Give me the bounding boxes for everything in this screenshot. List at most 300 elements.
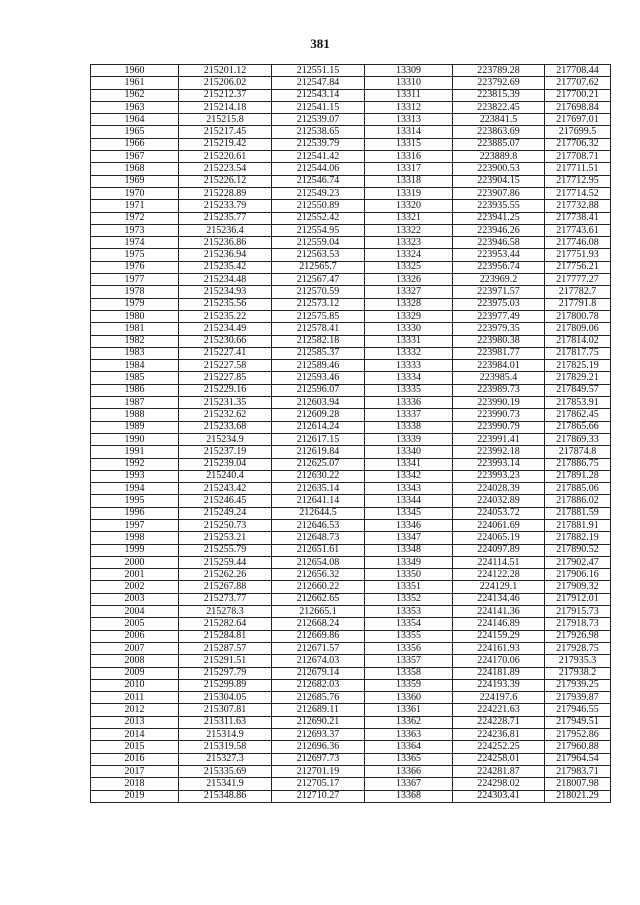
table-row xyxy=(91,200,611,212)
table-cell: 212630.22 xyxy=(272,470,365,482)
table-cell: 215212.37 xyxy=(179,89,272,101)
table-row xyxy=(91,544,611,556)
table-cell: 215237.19 xyxy=(179,446,272,458)
table-cell: 13367 xyxy=(365,778,453,790)
table-cell: 215335.69 xyxy=(179,765,272,777)
table-cell: 224134.46 xyxy=(453,593,545,605)
table-cell: 13344 xyxy=(365,495,453,507)
table-cell: 13357 xyxy=(365,655,453,667)
table-cell: 215267.88 xyxy=(179,581,272,593)
table-cell: 13355 xyxy=(365,630,453,642)
table-cell: 215235.22 xyxy=(179,310,272,322)
table-cell: 224061.69 xyxy=(453,519,545,531)
table-row xyxy=(91,642,611,654)
table-cell: 224221.63 xyxy=(453,704,545,716)
table-cell: 212550.89 xyxy=(272,200,365,212)
table-cell: 217732.88 xyxy=(545,200,611,212)
table-row xyxy=(91,606,611,618)
table-cell: 1999 xyxy=(91,544,179,556)
table-cell: 217902.47 xyxy=(545,556,611,568)
table-cell: 1985 xyxy=(91,372,179,384)
table-cell: 215217.45 xyxy=(179,126,272,138)
table-cell: 2014 xyxy=(91,729,179,741)
table-cell: 224141.36 xyxy=(453,606,545,618)
table-row xyxy=(91,298,611,310)
table-row xyxy=(91,778,611,790)
table-cell: 13318 xyxy=(365,175,453,187)
table-cell: 13323 xyxy=(365,237,453,249)
table-cell: 212578.41 xyxy=(272,323,365,335)
table-cell: 13333 xyxy=(365,360,453,372)
table-row xyxy=(91,274,611,286)
table-cell: 212547.84 xyxy=(272,77,365,89)
table-cell: 212565.7 xyxy=(272,261,365,273)
table-cell: 212679.14 xyxy=(272,667,365,679)
table-cell: 1965 xyxy=(91,126,179,138)
table-cell: 215314.9 xyxy=(179,729,272,741)
table-cell: 2012 xyxy=(91,704,179,716)
table-cell: 217912.01 xyxy=(545,593,611,605)
table-cell: 2011 xyxy=(91,692,179,704)
table-cell: 212567.47 xyxy=(272,274,365,286)
table-row xyxy=(91,101,611,113)
table-cell: 218007.98 xyxy=(545,778,611,790)
table-cell: 223822.45 xyxy=(453,101,545,113)
table-cell: 217906.16 xyxy=(545,569,611,581)
table-row xyxy=(91,470,611,482)
table-row xyxy=(91,741,611,753)
table-cell: 2015 xyxy=(91,741,179,753)
table-cell: 212662.65 xyxy=(272,593,365,605)
table-cell: 223841.5 xyxy=(453,114,545,126)
table-cell: 217825.19 xyxy=(545,360,611,372)
table-cell: 215287.57 xyxy=(179,642,272,654)
table-cell: 13361 xyxy=(365,704,453,716)
table-cell: 1994 xyxy=(91,483,179,495)
table-cell: 223989.73 xyxy=(453,384,545,396)
table-cell: 1973 xyxy=(91,224,179,236)
table-cell: 224053.72 xyxy=(453,507,545,519)
table-cell: 224146.89 xyxy=(453,618,545,630)
table-cell: 1978 xyxy=(91,286,179,298)
table-cell: 217964.54 xyxy=(545,753,611,765)
table-cell: 1986 xyxy=(91,384,179,396)
table-cell: 215220.61 xyxy=(179,151,272,163)
table-cell: 212546.74 xyxy=(272,175,365,187)
table-cell: 217817.75 xyxy=(545,347,611,359)
table-cell: 2008 xyxy=(91,655,179,667)
table-cell: 224281.87 xyxy=(453,765,545,777)
table-row xyxy=(91,556,611,568)
table-cell: 212635.14 xyxy=(272,483,365,495)
table-cell: 212539.07 xyxy=(272,114,365,126)
data-table-container xyxy=(90,64,610,803)
table-cell: 1997 xyxy=(91,519,179,531)
table-cell: 217862.45 xyxy=(545,409,611,421)
table-cell: 217708.71 xyxy=(545,151,611,163)
table-cell: 223953.44 xyxy=(453,249,545,261)
table-cell: 223935.55 xyxy=(453,200,545,212)
table-row xyxy=(91,335,611,347)
table-cell: 215278.3 xyxy=(179,606,272,618)
table-cell: 215214.18 xyxy=(179,101,272,113)
table-cell: 212539.79 xyxy=(272,138,365,150)
table-cell: 224122.28 xyxy=(453,569,545,581)
table-cell: 13338 xyxy=(365,421,453,433)
table-cell: 212696.36 xyxy=(272,741,365,753)
table-cell: 224258.01 xyxy=(453,753,545,765)
table-cell: 212563.53 xyxy=(272,249,365,261)
table-cell: 223993.14 xyxy=(453,458,545,470)
table-cell: 217952.86 xyxy=(545,729,611,741)
table-row xyxy=(91,347,611,359)
table-row xyxy=(91,384,611,396)
table-cell: 212554.95 xyxy=(272,224,365,236)
table-row xyxy=(91,421,611,433)
table-cell: 224097.89 xyxy=(453,544,545,556)
table-row xyxy=(91,433,611,445)
table-row xyxy=(91,692,611,704)
table-cell: 13328 xyxy=(365,298,453,310)
table-cell: 13317 xyxy=(365,163,453,175)
table-row xyxy=(91,77,611,89)
table-cell: 215243.42 xyxy=(179,483,272,495)
table-cell: 224252.25 xyxy=(453,741,545,753)
table-cell: 215250.73 xyxy=(179,519,272,531)
table-cell: 215299.89 xyxy=(179,679,272,691)
table-cell: 13339 xyxy=(365,433,453,445)
table-row xyxy=(91,679,611,691)
table-cell: 223900.53 xyxy=(453,163,545,175)
table-cell: 212690.21 xyxy=(272,716,365,728)
table-cell: 13332 xyxy=(365,347,453,359)
table-row xyxy=(91,593,611,605)
table-cell: 212697.73 xyxy=(272,753,365,765)
table-cell: 13347 xyxy=(365,532,453,544)
table-cell: 215227.41 xyxy=(179,347,272,359)
table-cell: 13359 xyxy=(365,679,453,691)
table-row xyxy=(91,323,611,335)
table-cell: 217891.28 xyxy=(545,470,611,482)
table-cell: 13316 xyxy=(365,151,453,163)
table-cell: 13325 xyxy=(365,261,453,273)
table-cell: 217926.98 xyxy=(545,630,611,642)
table-cell: 217918.73 xyxy=(545,618,611,630)
table-cell: 212582.18 xyxy=(272,335,365,347)
table-cell: 212541.15 xyxy=(272,101,365,113)
table-cell: 224065.19 xyxy=(453,532,545,544)
table-cell: 224028.39 xyxy=(453,483,545,495)
table-row xyxy=(91,581,611,593)
table-cell: 212543.14 xyxy=(272,89,365,101)
table-cell: 13362 xyxy=(365,716,453,728)
table-cell: 2010 xyxy=(91,679,179,691)
table-cell: 212552.42 xyxy=(272,212,365,224)
table-cell: 212609.28 xyxy=(272,409,365,421)
table-cell: 13326 xyxy=(365,274,453,286)
table-cell: 1988 xyxy=(91,409,179,421)
table-cell: 223789.28 xyxy=(453,65,545,77)
table-cell: 217777.27 xyxy=(545,274,611,286)
table-cell: 212619.84 xyxy=(272,446,365,458)
table-cell: 215273.77 xyxy=(179,593,272,605)
table-row xyxy=(91,753,611,765)
table-cell: 13337 xyxy=(365,409,453,421)
table-cell: 13331 xyxy=(365,335,453,347)
table-cell: 2003 xyxy=(91,593,179,605)
table-row xyxy=(91,618,611,630)
table-row xyxy=(91,126,611,138)
table-cell: 217800.78 xyxy=(545,310,611,322)
table-row xyxy=(91,495,611,507)
table-cell: 1968 xyxy=(91,163,179,175)
table-cell: 212674.03 xyxy=(272,655,365,667)
table-row xyxy=(91,569,611,581)
table-cell: 217697.01 xyxy=(545,114,611,126)
table-cell: 13311 xyxy=(365,89,453,101)
table-row xyxy=(91,532,611,544)
table-cell: 224161.93 xyxy=(453,642,545,654)
table-cell: 212596.07 xyxy=(272,384,365,396)
table-cell: 212593.46 xyxy=(272,372,365,384)
table-cell: 13345 xyxy=(365,507,453,519)
table-cell: 223946.26 xyxy=(453,224,545,236)
table-cell: 217853.91 xyxy=(545,397,611,409)
table-cell: 217909.32 xyxy=(545,581,611,593)
table-cell: 217983.71 xyxy=(545,765,611,777)
table-cell: 13312 xyxy=(365,101,453,113)
table-cell: 13322 xyxy=(365,224,453,236)
table-cell: 215206.02 xyxy=(179,77,272,89)
table-cell: 212641.14 xyxy=(272,495,365,507)
table-cell: 13321 xyxy=(365,212,453,224)
table-cell: 223885.07 xyxy=(453,138,545,150)
table-cell: 215235.56 xyxy=(179,298,272,310)
table-cell: 217939.87 xyxy=(545,692,611,704)
table-cell: 224303.41 xyxy=(453,790,545,802)
table-cell: 223904.15 xyxy=(453,175,545,187)
table-cell: 215234.49 xyxy=(179,323,272,335)
table-cell: 224170.06 xyxy=(453,655,545,667)
table-row xyxy=(91,409,611,421)
table-cell: 215219.42 xyxy=(179,138,272,150)
table-cell: 212648.73 xyxy=(272,532,365,544)
table-cell: 212646.53 xyxy=(272,519,365,531)
table-cell: 13335 xyxy=(365,384,453,396)
table-cell: 215234.48 xyxy=(179,274,272,286)
table-cell: 212603.94 xyxy=(272,397,365,409)
table-cell: 217874.8 xyxy=(545,446,611,458)
table-cell: 13368 xyxy=(365,790,453,802)
table-row xyxy=(91,114,611,126)
table-cell: 212589.46 xyxy=(272,360,365,372)
table-cell: 2013 xyxy=(91,716,179,728)
table-cell: 13320 xyxy=(365,200,453,212)
table-cell: 13324 xyxy=(365,249,453,261)
table-row xyxy=(91,360,611,372)
table-cell: 215231.35 xyxy=(179,397,272,409)
table-cell: 217885.06 xyxy=(545,483,611,495)
table-cell: 212575.85 xyxy=(272,310,365,322)
table-row xyxy=(91,65,611,77)
table-row xyxy=(91,212,611,224)
table-cell: 1960 xyxy=(91,65,179,77)
table-cell: 215297.79 xyxy=(179,667,272,679)
table-cell: 217886.02 xyxy=(545,495,611,507)
table-cell: 217809.06 xyxy=(545,323,611,335)
table-row xyxy=(91,187,611,199)
table-cell: 13351 xyxy=(365,581,453,593)
table-cell: 212665.1 xyxy=(272,606,365,618)
table-cell: 217915.73 xyxy=(545,606,611,618)
table-cell: 13336 xyxy=(365,397,453,409)
table-cell: 212668.24 xyxy=(272,618,365,630)
table-cell: 223990.79 xyxy=(453,421,545,433)
table-cell: 215262.26 xyxy=(179,569,272,581)
table-cell: 217782.7 xyxy=(545,286,611,298)
table-cell: 13356 xyxy=(365,642,453,654)
table-cell: 13327 xyxy=(365,286,453,298)
table-cell: 13329 xyxy=(365,310,453,322)
table-cell: 217865.66 xyxy=(545,421,611,433)
table-cell: 1981 xyxy=(91,323,179,335)
table-cell: 212544.06 xyxy=(272,163,365,175)
table-cell: 2009 xyxy=(91,667,179,679)
table-cell: 2005 xyxy=(91,618,179,630)
table-row xyxy=(91,397,611,409)
table-cell: 2001 xyxy=(91,569,179,581)
table-cell: 217881.59 xyxy=(545,507,611,519)
table-cell: 223977.49 xyxy=(453,310,545,322)
table-row xyxy=(91,224,611,236)
table-cell: 1979 xyxy=(91,298,179,310)
table-cell: 215226.12 xyxy=(179,175,272,187)
table-cell: 1976 xyxy=(91,261,179,273)
table-cell: 217743.61 xyxy=(545,224,611,236)
table-cell: 217699.5 xyxy=(545,126,611,138)
table-cell: 1964 xyxy=(91,114,179,126)
table-cell: 212644.5 xyxy=(272,507,365,519)
table-cell: 212551.15 xyxy=(272,65,365,77)
table-cell: 2007 xyxy=(91,642,179,654)
table-cell: 1993 xyxy=(91,470,179,482)
table-cell: 223985.4 xyxy=(453,372,545,384)
table-cell: 215236.94 xyxy=(179,249,272,261)
table-cell: 215233.68 xyxy=(179,421,272,433)
table-cell: 13354 xyxy=(365,618,453,630)
table-cell: 217928.75 xyxy=(545,642,611,654)
table-row xyxy=(91,237,611,249)
data-table xyxy=(90,64,611,803)
table-cell: 217751.93 xyxy=(545,249,611,261)
table-row xyxy=(91,310,611,322)
table-row xyxy=(91,261,611,273)
table-cell: 215227.85 xyxy=(179,372,272,384)
table-cell: 212660.22 xyxy=(272,581,365,593)
table-cell: 223956.74 xyxy=(453,261,545,273)
table-cell: 13364 xyxy=(365,741,453,753)
table-cell: 215228.89 xyxy=(179,187,272,199)
table-cell: 224159.29 xyxy=(453,630,545,642)
table-cell: 212559.04 xyxy=(272,237,365,249)
table-cell: 215246.45 xyxy=(179,495,272,507)
table-cell: 13343 xyxy=(365,483,453,495)
table-cell: 212541.42 xyxy=(272,151,365,163)
table-cell: 13313 xyxy=(365,114,453,126)
table-cell: 1961 xyxy=(91,77,179,89)
table-row xyxy=(91,249,611,261)
table-cell: 212685.76 xyxy=(272,692,365,704)
table-row xyxy=(91,138,611,150)
table-cell: 212705.17 xyxy=(272,778,365,790)
table-cell: 223815.39 xyxy=(453,89,545,101)
table-cell: 223971.57 xyxy=(453,286,545,298)
table-cell: 223969.2 xyxy=(453,274,545,286)
table-cell: 215291.51 xyxy=(179,655,272,667)
table-cell: 223990.73 xyxy=(453,409,545,421)
table-cell: 217700.21 xyxy=(545,89,611,101)
table-cell: 2018 xyxy=(91,778,179,790)
table-cell: 215307.81 xyxy=(179,704,272,716)
table-cell: 215234.93 xyxy=(179,286,272,298)
page-number: 381 xyxy=(310,36,330,51)
table-cell: 212549.23 xyxy=(272,187,365,199)
table-row xyxy=(91,765,611,777)
table-cell: 13349 xyxy=(365,556,453,568)
table-row xyxy=(91,175,611,187)
table-cell: 1998 xyxy=(91,532,179,544)
table-body xyxy=(91,65,611,803)
table-cell: 215236.86 xyxy=(179,237,272,249)
table-cell: 13315 xyxy=(365,138,453,150)
table-cell: 223907.86 xyxy=(453,187,545,199)
table-cell: 217714.52 xyxy=(545,187,611,199)
table-cell: 212538.65 xyxy=(272,126,365,138)
table-cell: 217738.41 xyxy=(545,212,611,224)
table-cell: 215240.4 xyxy=(179,470,272,482)
table-cell: 215249.24 xyxy=(179,507,272,519)
table-cell: 1972 xyxy=(91,212,179,224)
table-row xyxy=(91,507,611,519)
table-cell: 1982 xyxy=(91,335,179,347)
table-cell: 217711.51 xyxy=(545,163,611,175)
table-cell: 217791.8 xyxy=(545,298,611,310)
table-cell: 217698.84 xyxy=(545,101,611,113)
table-cell: 223991.41 xyxy=(453,433,545,445)
table-cell: 13310 xyxy=(365,77,453,89)
table-cell: 215201.12 xyxy=(179,65,272,77)
table-cell: 224129.1 xyxy=(453,581,545,593)
table-cell: 1992 xyxy=(91,458,179,470)
table-cell: 1974 xyxy=(91,237,179,249)
table-cell: 215319.58 xyxy=(179,741,272,753)
table-cell: 223980.38 xyxy=(453,335,545,347)
table-cell: 212570.59 xyxy=(272,286,365,298)
table-row xyxy=(91,458,611,470)
table-row xyxy=(91,655,611,667)
table-cell: 13341 xyxy=(365,458,453,470)
table-cell: 13334 xyxy=(365,372,453,384)
table-cell: 212585.37 xyxy=(272,347,365,359)
table-cell: 217756.21 xyxy=(545,261,611,273)
table-cell: 212617.15 xyxy=(272,433,365,445)
table-cell: 223979.35 xyxy=(453,323,545,335)
table-row xyxy=(91,667,611,679)
table-row xyxy=(91,446,611,458)
table-cell: 2006 xyxy=(91,630,179,642)
table-cell: 13353 xyxy=(365,606,453,618)
table-cell: 1989 xyxy=(91,421,179,433)
